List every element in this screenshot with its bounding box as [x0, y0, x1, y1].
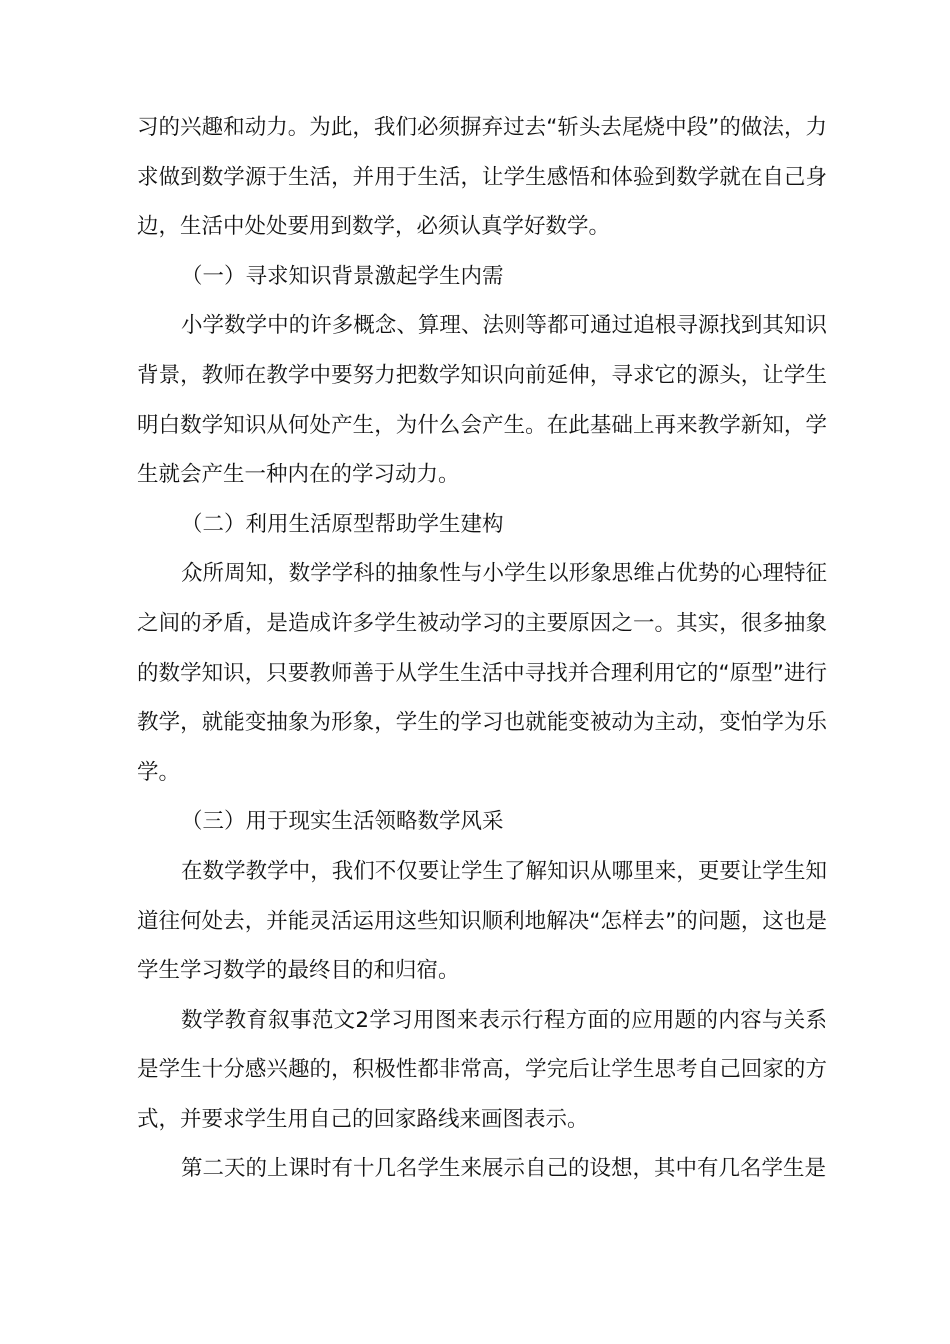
- paragraph-life-prototype: 众所周知，数学学科的抽象性与小学生以形象思维占优势的心理特征之间的矛盾，是造成许多学生被动学习的主要原因之一。其实，很多抽象的数学知识，只要教师善于从学生生活中寻找并合理利用它的“原型”进行教学，就能变抽象为形象，学生的学习也就能变被动为主动，变怕学为乐学。: [137, 561, 827, 785]
- paragraph-knowledge-background: 小学数学中的许多概念、算理、法则等都可通过追根寻源找到其知识背景，教师在教学中要努力把数学知识向前延伸，寻求它的源头，让学生明白数学知识从何处产生，为什么会产生。在此基础上再来教学新知，学生就会产生一种内在的学习动力。: [137, 313, 827, 488]
- paragraph-example-2: 数学教育叙事范文2学习用图来表示行程方面的应用题的内容与关系是学生十分感兴趣的，积极性都非常高，学完后让学生思考自己回家的方式，并要求学生用自己的回家路线来画图表示。: [137, 1007, 827, 1132]
- paragraph-real-life: 在数学教学中，我们不仅要让学生了解知识从哪里来，更要让学生知道往何处去，并能灵活运用这些知识顺利地解决“怎样去”的问题，这也是学生学习数学的最终目的和归宿。: [137, 858, 827, 984]
- section-heading-2: （二）利用生活原型帮助学生建构: [181, 511, 504, 537]
- section-heading-1: （一）寻求知识背景激起学生内需: [181, 263, 504, 289]
- paragraph-continuation: 习的兴趣和动力。为此，我们必须摒弃过去“斩头去尾烧中段”的做法，力求做到数学源于生活，并用于生活，让学生感悟和体验到数学就在自己身边，生活中处处要用到数学，必须认真学好数学。: [137, 115, 827, 240]
- document-body: [137, 103, 827, 1194]
- section-heading-3: （三）用于现实生活领略数学风采: [181, 809, 504, 835]
- paragraph-second-day: 第二天的上课时有十几名学生来展示自己的设想，其中有几名学生是: [181, 1156, 827, 1182]
